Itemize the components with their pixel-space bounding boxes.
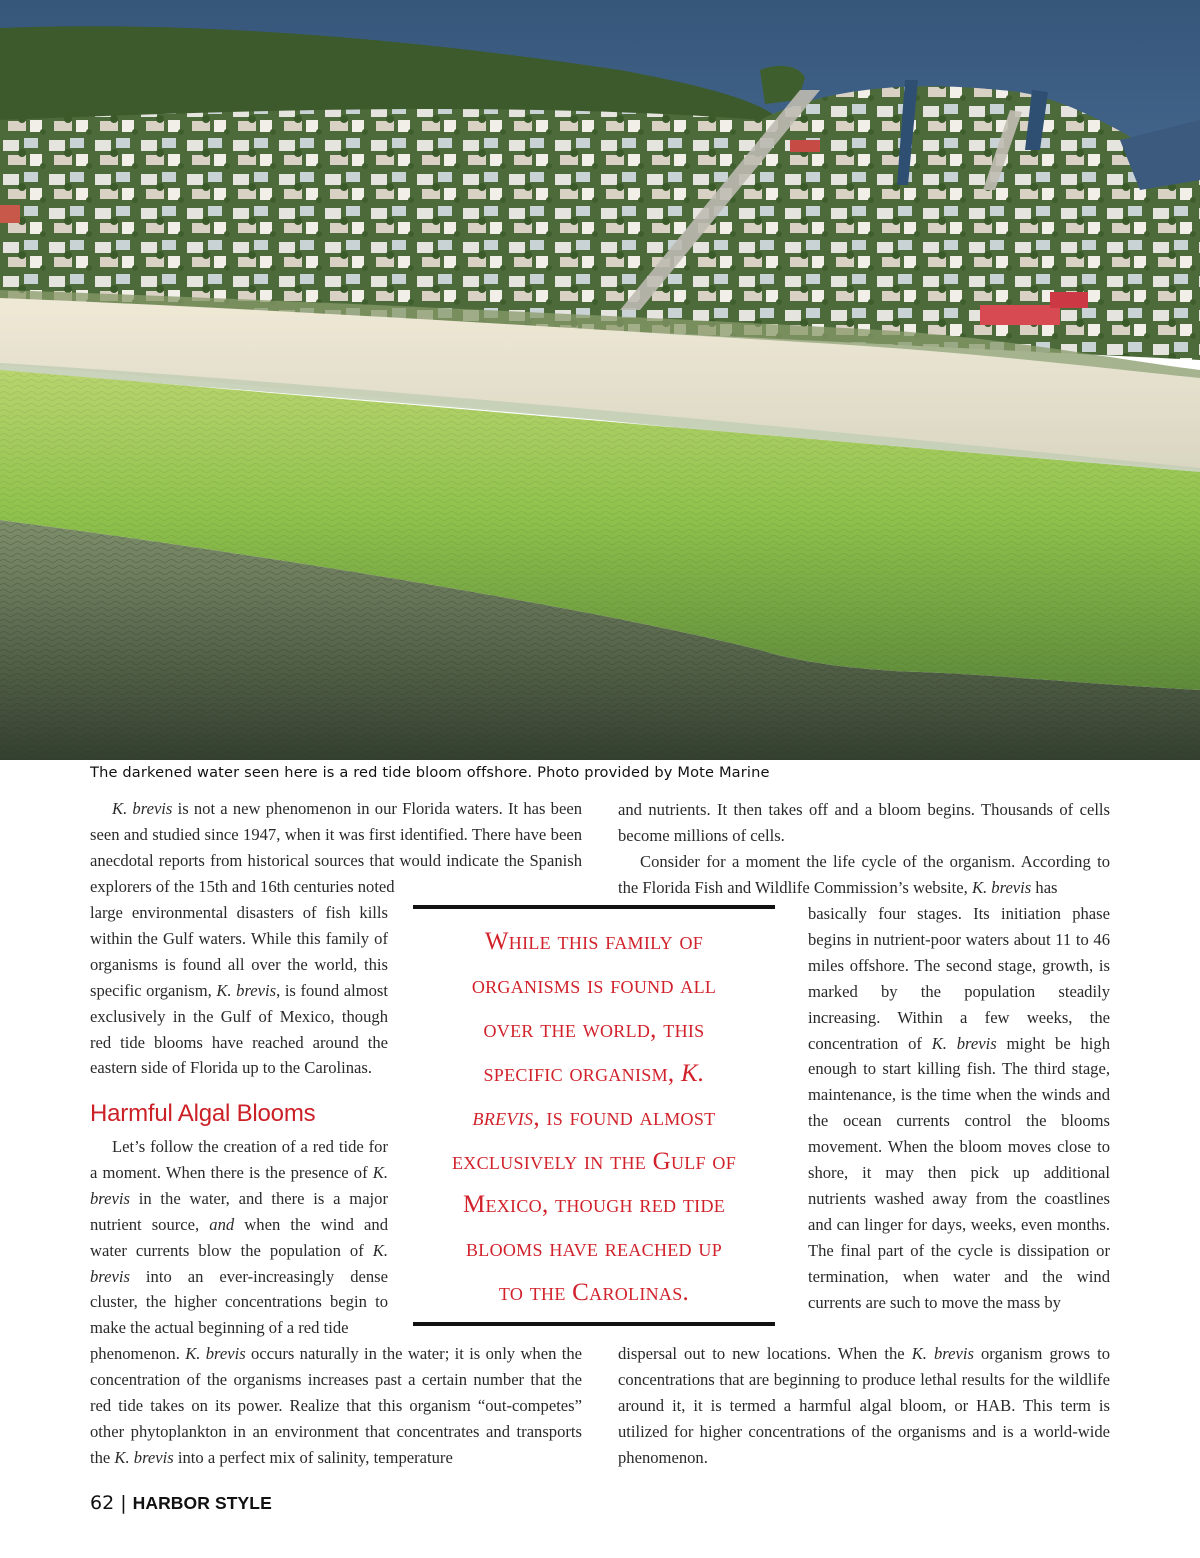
- page-number: 62: [90, 1492, 115, 1514]
- article-paragraph-lifecycle: and nutrients. It then takes off and a bloom begins. Thousands of cells become millions of cells. Consider for a moment the life cycle of the organism. According to the Florida Fish and Wildlife Commission’s website, K. brevis has: [618, 800, 1110, 897]
- photo-caption: The darkened water seen here is a red tide bloom offshore. Photo provided by Mote Marine: [90, 764, 770, 781]
- pullquote-bottom-rule: [413, 1322, 775, 1326]
- article-paragraph-intro-continued: large environmental disasters of fish kills within the Gulf waters. While this family of organisms is found all over the world, this specific organism, K. brevis, is found almost exclusively in the Gulf of Mexico, though red tide blooms have reached around the eastern side of Florida up to the Carolinas.: [90, 903, 388, 1078]
- section-heading: Harmful Algal Blooms: [90, 1100, 316, 1127]
- species-name: K. brevis: [216, 980, 277, 1000]
- magazine-name: HARBOR STYLE: [132, 1493, 272, 1513]
- article-paragraph-hab: dispersal out to new locations. When the K. brevis organism grows to concentrations that are beginning to produce lethal results for the wildlife around it, it is termed a harmful algal bloom, or HAB. This term is utilized for higher concentrations of the organisms and is a world-wide phenomenon.: [618, 1344, 1110, 1467]
- article-paragraph-creation: Let’s follow the creation of a red tide for a moment. When there is the presence of K. brevis in the water, and there is a major nutrient source, and when the wind and water currents blow the population of K. brevis into an ever-increasingly dense cluster, the higher concentrations begin to make the actual beginning of a red tide: [90, 1137, 388, 1338]
- aerial-red-tide-photo: [0, 0, 1200, 760]
- pullquote-top-rule: [413, 905, 775, 909]
- article-paragraph-creation-continued: phenomenon. K. brevis occurs naturally in the water; it is only when the concentration of the organisms increases past a certain number that the red tide takes on its power. Realize that this organism “out-competes” other phytoplankton in an environment that concentrates and transports the K. brevis into a perfect mix of salinity, temperature: [90, 1344, 582, 1467]
- pull-quote: While this family of organisms is found all over the world, this specific organism, K. brevis, is found almost exclusively in the Gulf of Mexico, though red tide blooms have reached up to the Carolinas.: [451, 928, 737, 1307]
- page-folio: [90, 1492, 272, 1514]
- aerial-beach-photo-icon: [0, 0, 1200, 760]
- folio-separator: |: [120, 1492, 127, 1514]
- species-name: K. brevis: [112, 799, 173, 818]
- article-paragraph-stages: basically four stages. Its initiation phase begins in nutrient-poor waters about 11 to 46 miles offshore. The second stage, growth, is marked by the population steadily increasing. Within a few weeks, the concentration of K. brevis might be high enough to start killing fish. The third stage, maintenance, is the time when the winds and the ocean currents control the blooms movement. When the bloom moves close to shore, it may then pick up additional nutrients washed away from the coastlines and can linger for days, weeks, even months. The final part of the cycle is dissipation or termination, when water and the wind currents are such to move the mass by: [808, 904, 1110, 1312]
- article-paragraph-intro: K. brevis is not a new phenomenon in our Florida waters. It has been seen and studied since 1947, when it was first identified. There have been anecdotal reports from historical sources that would indicate the Spanish explorers of the 15th and 16th centuries noted: [90, 799, 582, 896]
